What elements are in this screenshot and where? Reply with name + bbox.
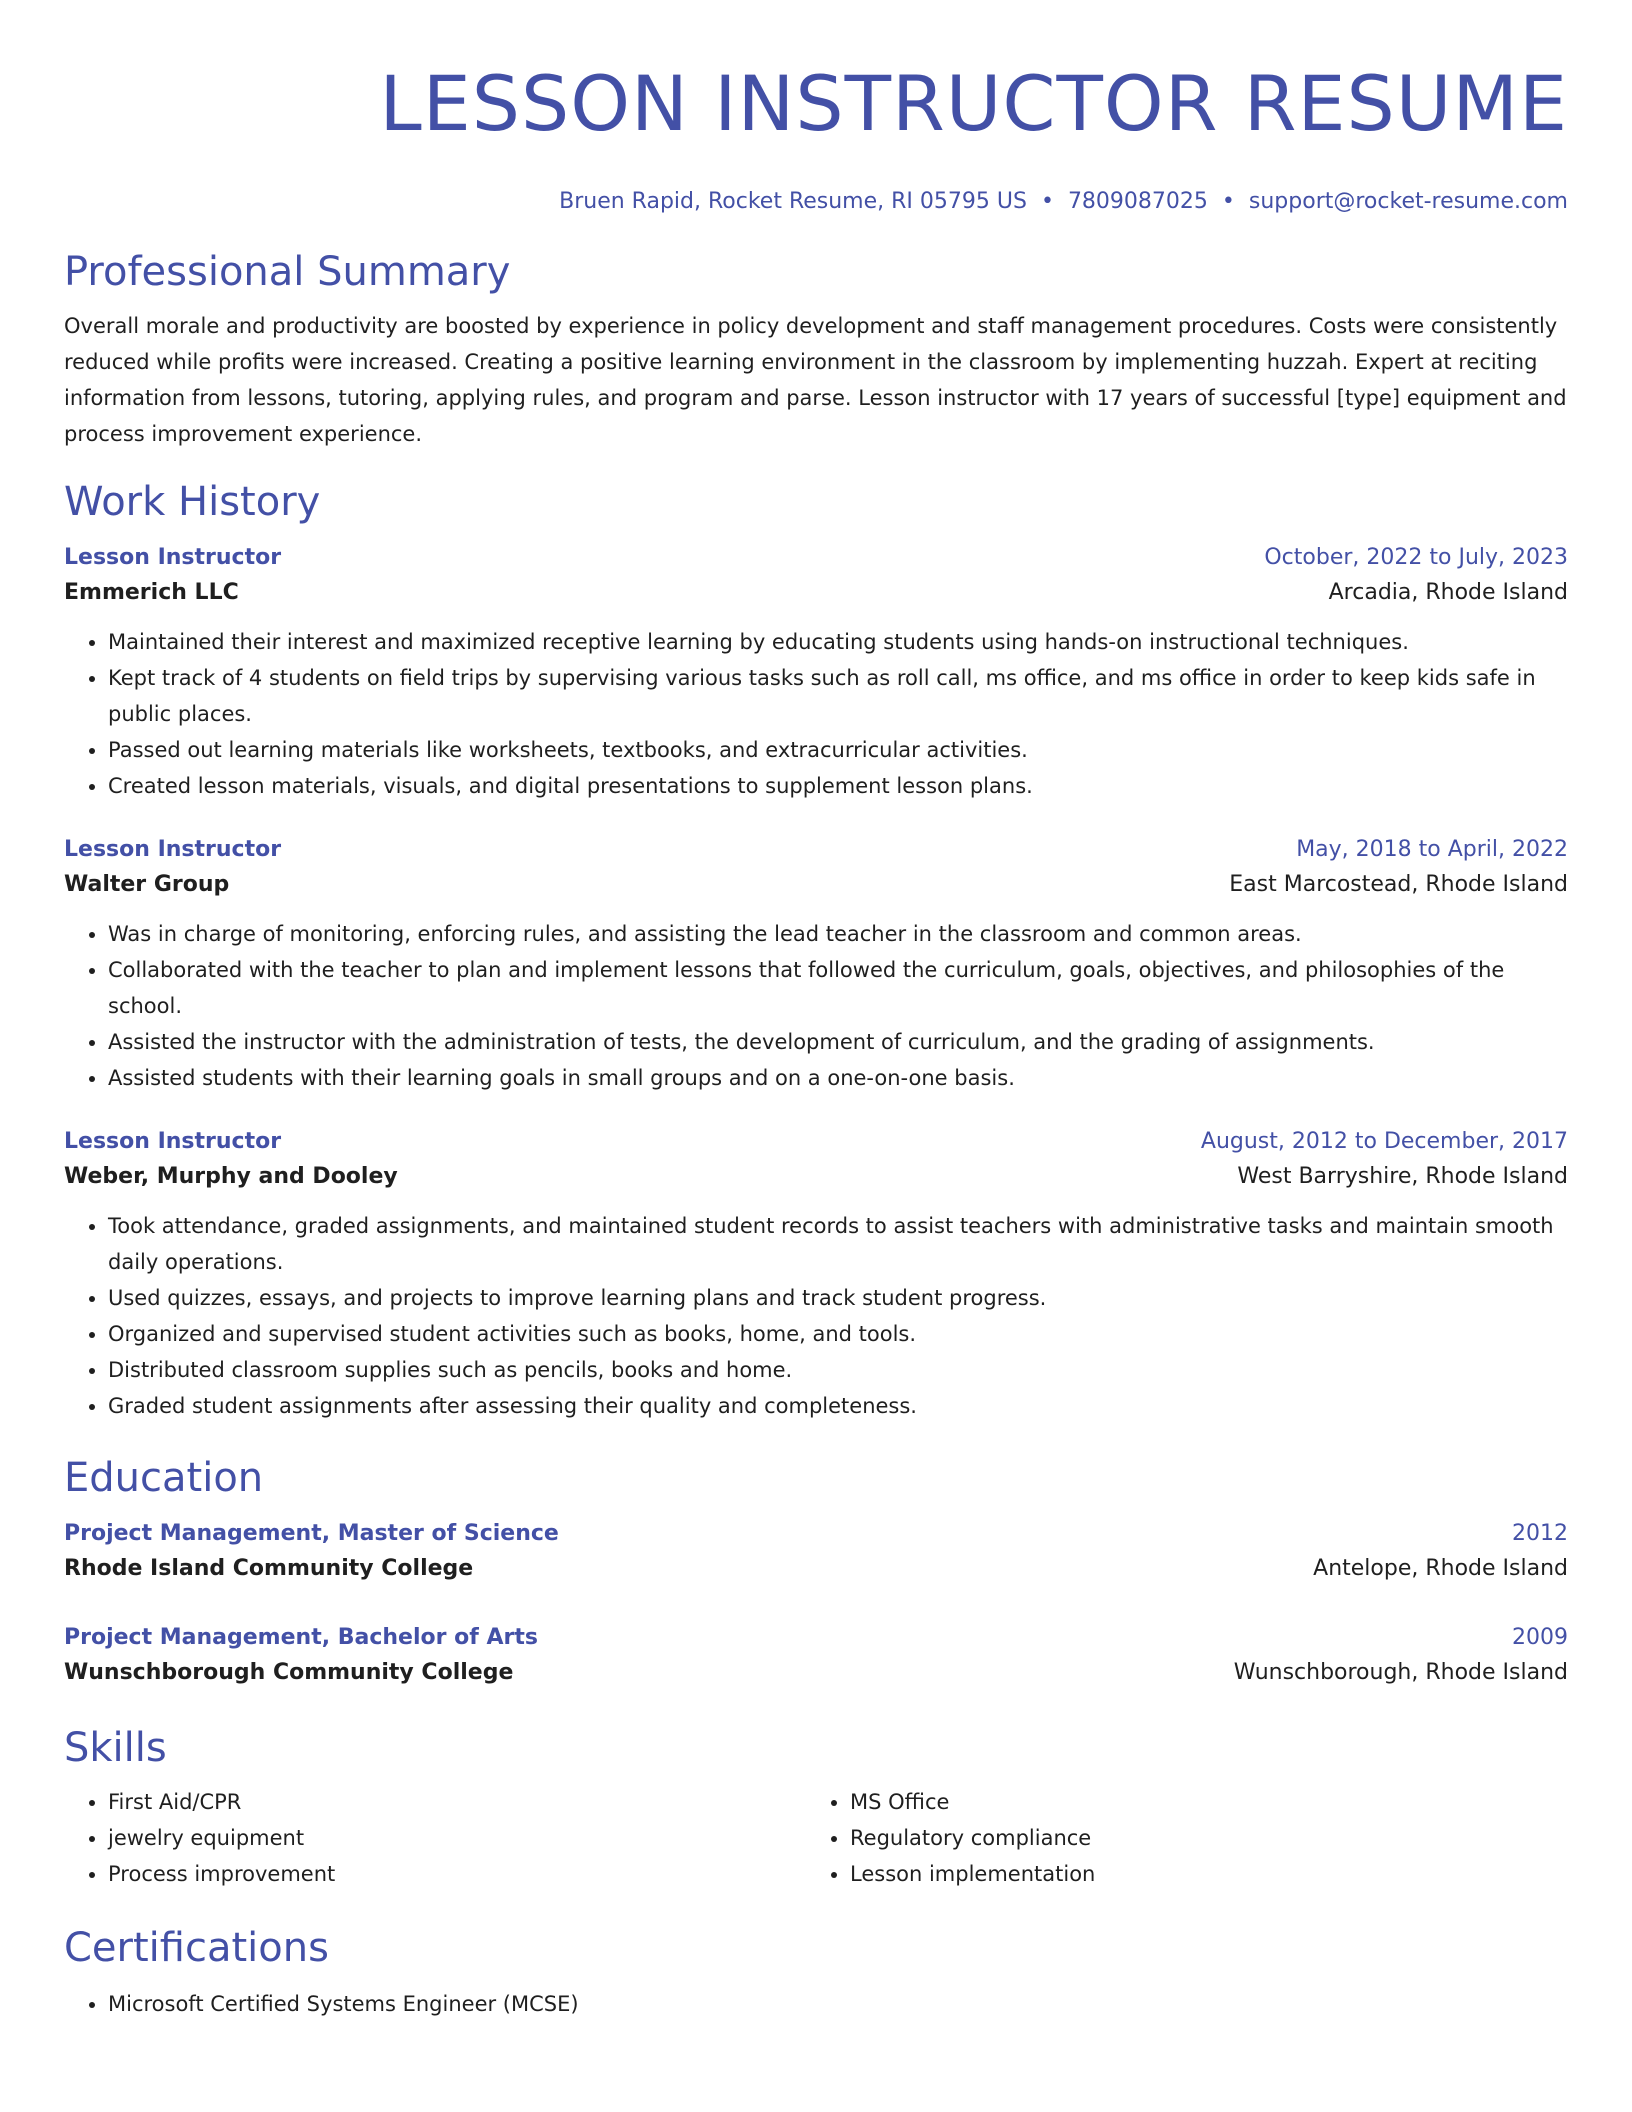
job-entry xyxy=(64,834,1568,1096)
job-bullet: • Collaborated with the teacher to plan and implement lessons that followed the curriculum, goals, objectives, and philosophies of the school. xyxy=(108,952,1568,1024)
contact-separator: • xyxy=(1040,189,1054,214)
job-entry xyxy=(64,542,1568,804)
education-section xyxy=(64,1452,1568,1692)
skill-item: • First Aid/CPR xyxy=(108,1784,806,1820)
job-employer: Weber, Murphy and Dooley xyxy=(64,1164,398,1189)
education-degree: Project Management, Bachelor of Arts xyxy=(64,1625,538,1650)
job-bullet: • Used quizzes, essays, and projects to improve learning plans and track student progress. xyxy=(108,1280,1568,1316)
certifications-heading: Certifications xyxy=(64,1925,329,1971)
work-history-heading: Work History xyxy=(64,479,321,525)
skills-section xyxy=(64,1722,1568,1892)
job-bullets xyxy=(64,1208,1568,1424)
job-title: Lesson Instructor xyxy=(64,837,282,862)
skills-heading: Skills xyxy=(64,1725,167,1771)
summary-text: Overall morale and productivity are boosted by experience in policy development and staff management procedures. Costs were consistently reduced while profits were increased. Creating a positive learning environment in the classroom by implementing huzzah. Expert at reciting information from lessons, tutoring, applying rules, and program and parse. Lesson instructor with 17 years of successful [type] equipment and process improvement experience. xyxy=(64,314,1567,446)
job-bullet: • Created lesson materials, visuals, and digital presentations to supplement lesson plans. xyxy=(108,768,1568,804)
job-bullet: • Was in charge of monitoring, enforcing rules, and assisting the lead teacher in the classroom and common areas. xyxy=(108,916,1568,952)
skill-item: • Regulatory compliance xyxy=(850,1820,1548,1856)
education-location: Antelope, Rhode Island xyxy=(1313,1556,1568,1581)
contact-address: Bruen Rapid, Rocket Resume, RI 05795 US xyxy=(559,189,1027,214)
job-bullet: • Graded student assignments after assessing their quality and completeness. xyxy=(108,1388,1568,1424)
job-bullet: • Took attendance, graded assignments, and maintained student records to assist teachers with administrative tasks and maintain smooth daily operations. xyxy=(108,1208,1568,1280)
education-entry xyxy=(64,1622,1568,1692)
skill-item: • Lesson implementation xyxy=(850,1856,1548,1892)
contact-line xyxy=(64,188,1568,216)
education-year: 2012 xyxy=(1512,1521,1568,1546)
certifications-list xyxy=(64,1986,1568,2022)
job-bullet: • Passed out learning materials like worksheets, textbooks, and extracurricular activities. xyxy=(108,732,1568,768)
contact-email: support@rocket-resume.com xyxy=(1248,189,1568,214)
resume-page xyxy=(64,0,1568,2022)
education-entry xyxy=(64,1518,1568,1588)
job-dates: May, 2018 to April, 2022 xyxy=(1296,837,1568,862)
job-bullet: • Organized and supervised student activities such as books, home, and tools. xyxy=(108,1316,1568,1352)
job-employer: Emmerich LLC xyxy=(64,580,239,605)
job-bullet: • Distributed classroom supplies such as pencils, books and home. xyxy=(108,1352,1568,1388)
job-bullet: • Maintained their interest and maximized receptive learning by educating students using hands-on instructional techniques. xyxy=(108,624,1568,660)
job-title: Lesson Instructor xyxy=(64,1129,282,1154)
job-bullets xyxy=(64,916,1568,1096)
education-location: Wunschborough, Rhode Island xyxy=(1233,1660,1568,1685)
certification-item: • Microsoft Certified Systems Engineer (MCSE) xyxy=(108,1986,1568,2022)
summary-section xyxy=(64,246,1568,452)
job-bullet: • Assisted students with their learning goals in small groups and on a one-on-one basis. xyxy=(108,1060,1568,1096)
skills-columns xyxy=(64,1784,1568,1892)
job-bullet: • Kept track of 4 students on field trips by supervising various tasks such as roll call, ms office, and ms office in order to keep kids safe in public places. xyxy=(108,660,1568,732)
job-employer: Walter Group xyxy=(64,872,230,897)
contact-separator: • xyxy=(1221,189,1235,214)
job-dates: October, 2022 to July, 2023 xyxy=(1264,545,1568,570)
job-dates: August, 2012 to December, 2017 xyxy=(1200,1129,1568,1154)
education-degree: Project Management, Master of Science xyxy=(64,1521,559,1546)
skill-item: • jewelry equipment xyxy=(108,1820,806,1856)
page-title: LESSON INSTRUCTOR RESUME xyxy=(379,59,1568,148)
skill-item: • Process improvement xyxy=(108,1856,806,1892)
education-school: Wunschborough Community College xyxy=(64,1660,514,1685)
job-location: West Barryshire, Rhode Island xyxy=(1237,1164,1568,1189)
job-entry xyxy=(64,1126,1568,1424)
contact-phone: 7809087025 xyxy=(1067,189,1208,214)
skills-list-right xyxy=(806,1784,1548,1892)
summary-heading: Professional Summary xyxy=(64,249,511,295)
skills-list-left xyxy=(64,1784,806,1892)
education-year: 2009 xyxy=(1512,1625,1568,1650)
skill-item: • MS Office xyxy=(850,1784,1548,1820)
education-school: Rhode Island Community College xyxy=(64,1556,474,1581)
job-location: East Marcostead, Rhode Island xyxy=(1229,872,1568,897)
certifications-section xyxy=(64,1922,1568,2022)
job-location: Arcadia, Rhode Island xyxy=(1328,580,1568,605)
education-heading: Education xyxy=(64,1455,264,1501)
job-bullets xyxy=(64,624,1568,804)
job-bullet: • Assisted the instructor with the administration of tests, the development of curriculum, and the grading of assignments. xyxy=(108,1024,1568,1060)
job-title: Lesson Instructor xyxy=(64,545,282,570)
work-history-section xyxy=(64,476,1568,1424)
